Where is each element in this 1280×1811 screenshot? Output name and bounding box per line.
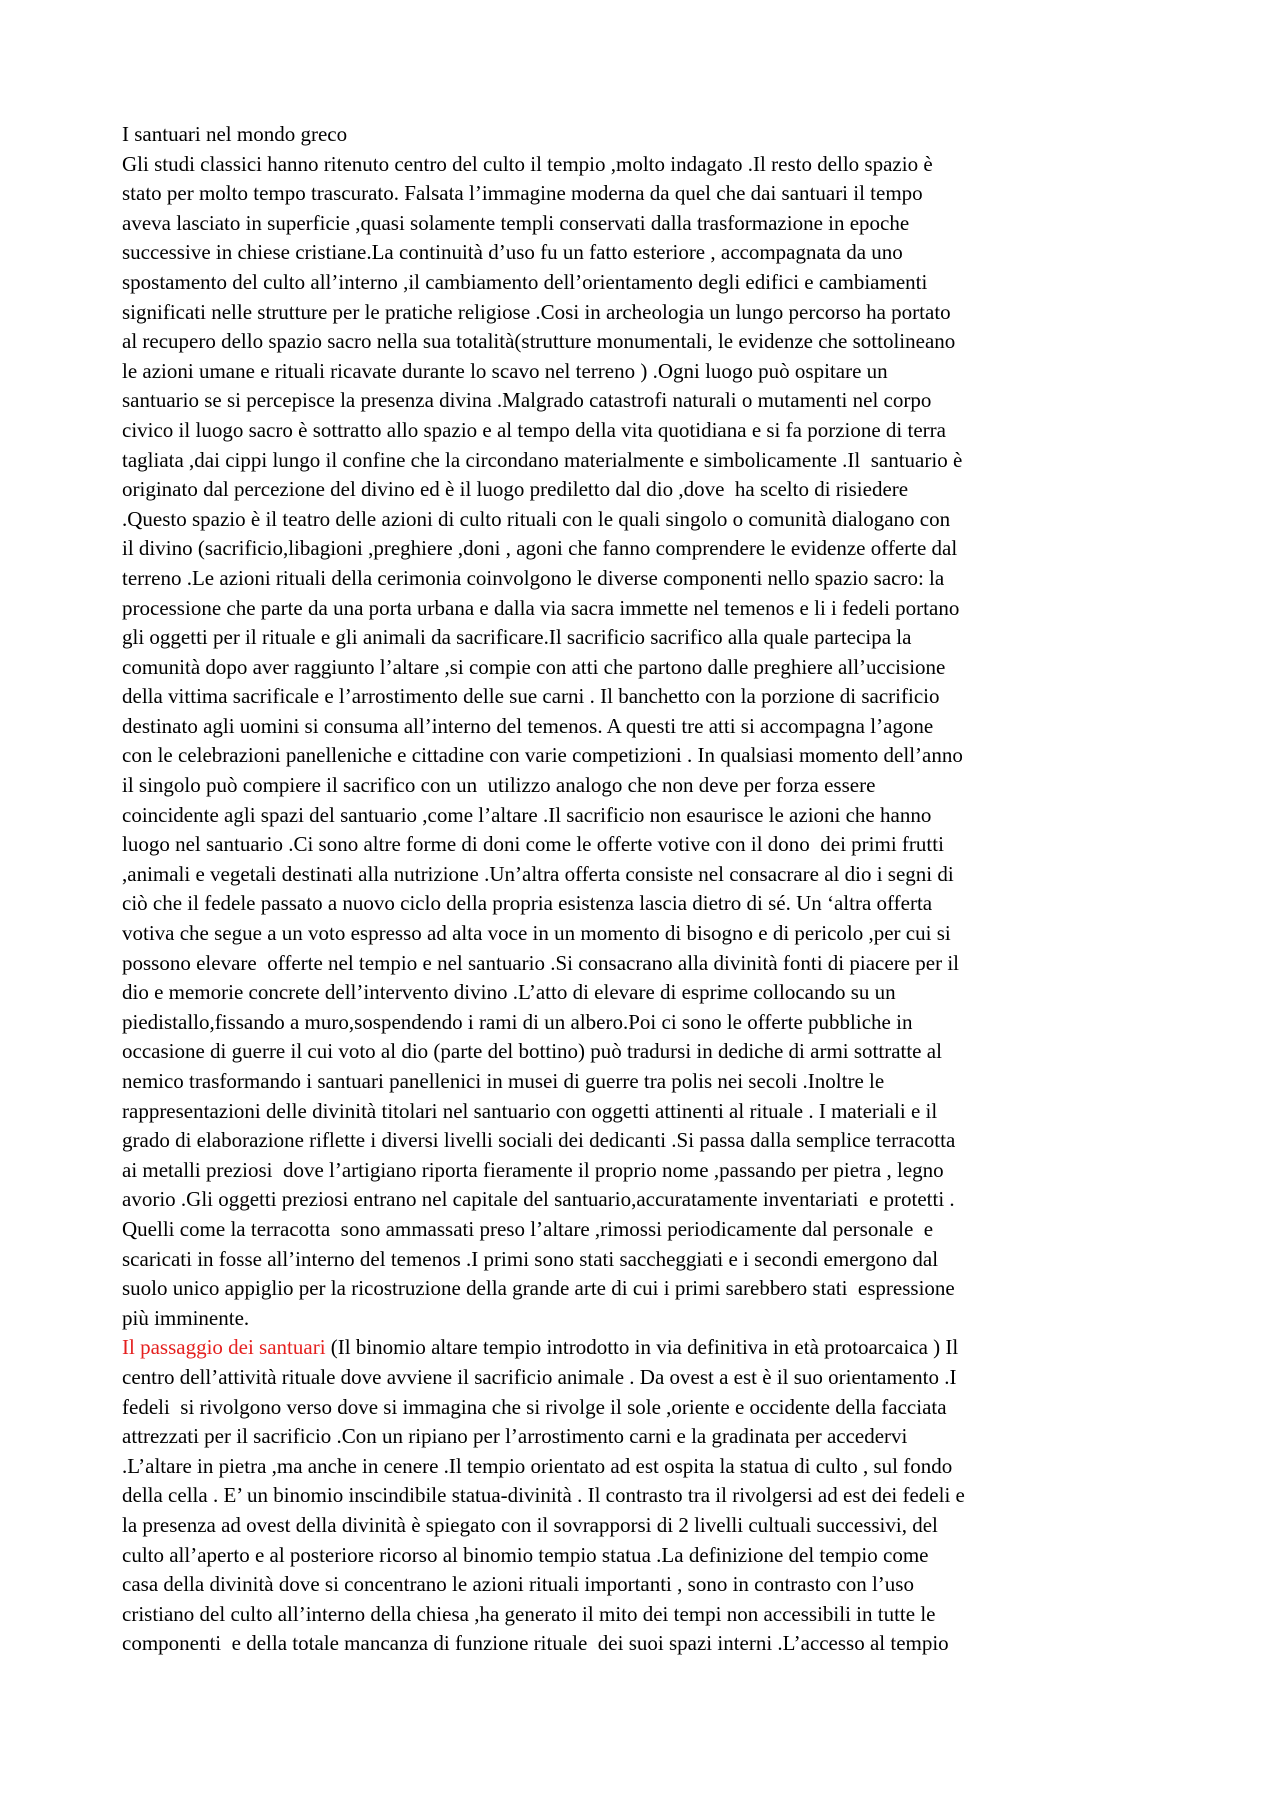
text-line: .L’altare in pietra ,ma anche in cenere .Il tempio orientato ad est ospita la statua di culto , sul fondo <box>122 1453 953 1478</box>
text-line: spostamento del culto all’interno ,il cambiamento dell’orientamento degli edifici e cambiamenti <box>122 269 928 294</box>
text-line: possono elevare offerte nel tempio e nel santuario .Si consacrano alla divinità fonti di piacere per il <box>122 950 959 975</box>
text-line: comunità dopo aver raggiunto l’altare ,si compie con atti che partono dalle preghiere all’uccisione <box>122 654 946 679</box>
section-santuari-body <box>122 150 1170 1334</box>
text-line: ai metalli preziosi dove l’artigiano riporta fieramente il proprio nome ,passando per pietra , legno <box>122 1157 944 1182</box>
text-line: destinato agli uomini si consuma all’interno del temenos. A questi tre atti si accompagna l’agone <box>122 713 934 738</box>
text-line: santuario se si percepisce la presenza divina .Malgrado catastrofi naturali o mutamenti nel corpo <box>122 388 932 413</box>
text-line: della vittima sacrificale e l’arrostimento delle sue carni . Il banchetto con la porzione di sacrificio <box>122 684 940 709</box>
text-line: della cella . E’ un binomio inscindibile statua-divinità . Il contrasto tra il rivolgersi ad est dei fedeli e <box>122 1483 965 1508</box>
text-line: civico il luogo sacro è sottratto allo spazio e al tempo della vita quotidiana e si fa porzione di terra <box>122 417 946 442</box>
text-line: Gli studi classici hanno ritenuto centro del culto il tempio ,molto indagato .Il resto dello spazio è <box>122 151 933 176</box>
text-line: la presenza ad ovest della divinità è spiegato con il sovrapporsi di 2 livelli cultuali successivi, del <box>122 1512 938 1537</box>
text-line: luogo nel santuario .Ci sono altre forme di doni come le offerte votive con il dono dei primi frutti <box>122 832 944 857</box>
text-line: suolo unico appiglio per la ricostruzione della grande arte di cui i primi sarebbero stati espressione <box>122 1276 955 1301</box>
section-passaggio-body <box>122 1363 1170 1659</box>
section2-first-line <box>122 1333 1170 1363</box>
text-line: fedeli si rivolgono verso dove si immagina che si rivolge il sole ,oriente e occidente della facciata <box>122 1394 947 1419</box>
text-line: al recupero dello spazio sacro nella sua totalità(strutture monumentali, le evidenze che sottolineano <box>122 329 956 354</box>
text-line: occasione di guerre il cui voto al dio (parte del bottino) può tradursi in dediche di armi sottratte al <box>122 1039 942 1064</box>
text-line: centro dell’attività rituale dove avviene il sacrificio animale . Da ovest a est è il suo orientamento .I <box>122 1364 957 1389</box>
text-line: con le celebrazioni panelleniche e cittadine con varie competizioni . In qualsiasi momento dell’anno <box>122 743 963 768</box>
text-line: componenti e della totale mancanza di funzione rituale dei suoi spazi interni .L’accesso al tempio <box>122 1631 949 1656</box>
text-line: aveva lasciato in superficie ,quasi solamente templi conservati dalla trasformazione in epoche <box>122 210 910 235</box>
text-line: il divino (sacrificio,libagioni ,preghiere ,doni , agoni che fanno comprendere le evidenze offerte dal <box>122 536 958 561</box>
text-line: coincidente agli spazi del santuario ,come l’altare .Il sacrificio non esaurisce le azioni che hanno <box>122 802 932 827</box>
section2-first-line-text: (Il binomio altare tempio introdotto in via definitiva in età protoarcaica ) Il <box>325 1335 959 1360</box>
text-line: successive in chiese cristiane.La continuità d’uso fu un fatto esteriore , accompagnata da uno <box>122 240 903 265</box>
text-line: tagliata ,dai cippi lungo il confine che la circondano materialmente e simbolicamente .Il santuario è <box>122 447 963 472</box>
text-line: grado di elaborazione riflette i diversi livelli sociali dei dedicanti .Si passa dalla semplice terracotta <box>122 1128 956 1153</box>
text-line: scaricati in fosse all’interno del temenos .I primi sono stati saccheggiati e i secondi emergono dal <box>122 1246 939 1271</box>
text-line: processione che parte da una porta urbana e dalla via sacra immette nel temenos e li i fedeli portano <box>122 595 960 620</box>
document-title: I santuari nel mondo greco <box>122 122 348 146</box>
text-line: casa della divinità dove si concentrano le azioni rituali importanti , sono in contrasto con l’uso <box>122 1572 914 1597</box>
text-line: piedistallo,fissando a muro,sospendendo i rami di un albero.Poi ci sono le offerte pubbliche in <box>122 1009 913 1034</box>
text-line: le azioni umane e rituali ricavate durante lo scavo nel terreno ) .Ogni luogo può ospitare un <box>122 358 888 383</box>
text-line: più imminente. <box>122 1305 250 1330</box>
text-line: significati nelle strutture per le pratiche religiose .Cosi in archeologia un lungo percorso ha portato <box>122 299 951 324</box>
text-line: cristiano del culto all’interno della chiesa ,ha generato il mito dei tempi non accessibili in tutte le <box>122 1601 936 1626</box>
text-line: terreno .Le azioni rituali della cerimonia coinvolgono le diverse componenti nello spazio sacro: la <box>122 565 945 590</box>
text-line: stato per molto tempo trascurato. Falsata l’immagine moderna da quel che dai santuari il tempo <box>122 181 923 206</box>
text-line: attrezzati per il sacrificio .Con un ripiano per l’arrostimento carni e la gradinata per accedervi <box>122 1424 908 1449</box>
text-line: culto all’aperto e al posteriore ricorso al binomio tempio statua .La definizione del tempio come <box>122 1542 929 1567</box>
text-line: ,animali e vegetali destinati alla nutrizione .Un’altra offerta consiste nel consacrare al dio i segni di <box>122 861 954 886</box>
text-line: originato dal percezione del divino ed è il luogo prediletto dal dio ,dove ha scelto di risiedere <box>122 477 909 502</box>
text-line: ciò che il fedele passato a nuovo ciclo della propria esistenza lascia dietro di sé. Un ‘altra offerta <box>122 891 933 916</box>
text-line: Quelli come la terracotta sono ammassati preso l’altare ,rimossi periodicamente dal personale e <box>122 1216 934 1241</box>
text-line: rappresentazioni delle divinità titolari nel santuario con oggetti attinenti al rituale . I materiali e il <box>122 1098 938 1123</box>
text-line: .Questo spazio è il teatro delle azioni di culto rituali con le quali singolo o comunità dialogano con <box>122 506 951 531</box>
section2-heading: Il passaggio dei santuari <box>122 1335 326 1360</box>
text-line: nemico trasformando i santuari panellenici in musei di guerre tra polis nei secoli .Inoltre le <box>122 1069 885 1093</box>
text-line: votiva che segue a un voto espresso ad alta voce in un momento di bisogno e di pericolo ,per cui si <box>122 921 951 946</box>
text-line: dio e memorie concrete dell’intervento divino .L’atto di elevare di esprime collocando su un <box>122 980 896 1005</box>
text-line: il singolo può compiere il sacrifico con un utilizzo analogo che non deve per forza essere <box>122 773 876 798</box>
text-line: gli oggetti per il rituale e gli animali da sacrificare.Il sacrificio sacrifico alla quale partecipa la <box>122 625 912 650</box>
text-line: avorio .Gli oggetti preziosi entrano nel capitale del santuario,accuratamente inventariati e protetti . <box>122 1187 955 1212</box>
document-body <box>122 120 1170 1659</box>
